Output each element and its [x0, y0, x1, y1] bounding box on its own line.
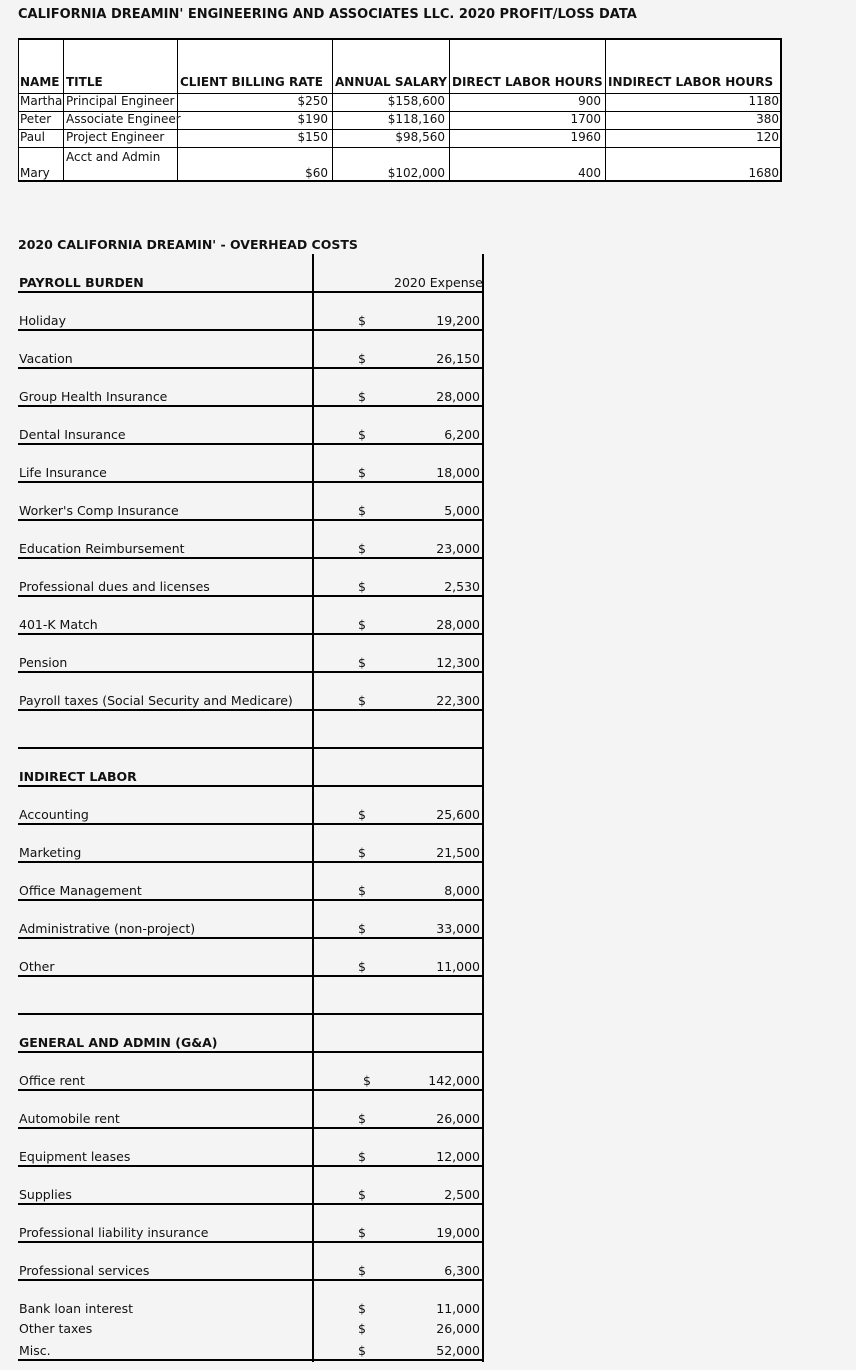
line-item-label: Other taxes [19, 1321, 93, 1336]
line-item-label: Equipment leases [19, 1149, 131, 1164]
row-divider [18, 291, 484, 293]
line-item-amount: 12,300 [436, 655, 480, 670]
currency-symbol: $ [358, 1149, 366, 1164]
line-item-label: Worker's Comp Insurance [19, 503, 179, 518]
column-divider [482, 254, 484, 1362]
row-divider [18, 1089, 484, 1091]
page-title: CALIFORNIA DREAMIN' ENGINEERING AND ASSOCIATES LLC. 2020 PROFIT/LOSS DATA [18, 7, 637, 22]
currency-symbol: $ [358, 427, 366, 442]
line-item-amount: 22,300 [436, 693, 480, 708]
row-divider [18, 443, 484, 445]
row-divider [18, 557, 484, 559]
row-divider [18, 1203, 484, 1205]
overhead-table [18, 254, 484, 1362]
currency-symbol: $ [358, 579, 366, 594]
line-item-amount: 11,000 [436, 959, 480, 974]
currency-symbol: $ [358, 1111, 366, 1126]
row-divider [18, 1165, 484, 1167]
currency-symbol: $ [358, 1301, 366, 1316]
cell-title: Principal Engineer [66, 94, 175, 108]
currency-symbol: $ [358, 921, 366, 936]
line-item-label: Other [19, 959, 55, 974]
line-item-amount: 142,000 [428, 1073, 480, 1088]
line-item-label: Bank loan interest [19, 1301, 134, 1316]
header-billing-rate: CLIENT BILLING RATE [180, 75, 323, 89]
currency-symbol: $ [358, 465, 366, 480]
row-divider [18, 329, 484, 331]
row-divider [18, 633, 484, 635]
currency-symbol: $ [358, 541, 366, 556]
cell-name: Peter [20, 112, 52, 126]
column-divider [332, 40, 333, 180]
row-divider [18, 1279, 484, 1281]
currency-symbol: $ [358, 1225, 366, 1240]
currency-symbol: $ [358, 1321, 366, 1336]
cell-salary: $102,000 [387, 166, 445, 180]
line-item-label: Life Insurance [19, 465, 107, 480]
row-divider [18, 747, 484, 749]
currency-symbol: $ [358, 313, 366, 328]
line-item-amount: 2,530 [444, 579, 480, 594]
line-item-amount: 8,000 [444, 883, 480, 898]
currency-symbol: $ [358, 655, 366, 670]
cell-direct: 400 [578, 166, 601, 180]
cell-title: Acct and Admin [66, 150, 161, 164]
row-divider [18, 1241, 484, 1243]
row-divider [18, 861, 484, 863]
cell-rate: $60 [305, 166, 328, 180]
line-item-label: Professional liability insurance [19, 1225, 209, 1240]
currency-symbol: $ [358, 351, 366, 366]
line-item-amount: 21,500 [436, 845, 480, 860]
line-item-amount: 19,200 [436, 313, 480, 328]
line-item-label: Professional dues and licenses [19, 579, 210, 594]
row-divider [18, 1127, 484, 1129]
cell-direct: 1960 [570, 130, 601, 144]
line-item-label: Vacation [19, 351, 73, 366]
line-item-label: Accounting [19, 807, 89, 822]
row-divider [18, 405, 484, 407]
employee-table [18, 38, 782, 182]
cell-indirect: 1180 [748, 94, 779, 108]
row-divider [18, 823, 484, 825]
cell-title: Associate Engineer [66, 112, 181, 126]
currency-symbol: $ [358, 807, 366, 822]
line-item-amount: 26,150 [436, 351, 480, 366]
header-annual-salary: ANNUAL SALARY [335, 75, 447, 89]
section-heading-gna: GENERAL AND ADMIN (G&A) [19, 1035, 218, 1050]
cell-salary: $98,560 [395, 130, 445, 144]
line-item-label: Automobile rent [19, 1111, 120, 1126]
cell-name: Mary [20, 166, 50, 180]
cell-direct: 900 [578, 94, 601, 108]
line-item-amount: 6,200 [444, 427, 480, 442]
cell-salary: $118,160 [387, 112, 445, 126]
row-divider [18, 1051, 484, 1053]
currency-symbol: $ [358, 693, 366, 708]
line-item-label: Dental Insurance [19, 427, 126, 442]
column-divider [177, 40, 178, 180]
row-divider [18, 1013, 484, 1015]
line-item-label: Marketing [19, 845, 82, 860]
currency-symbol: $ [363, 1073, 371, 1088]
header-indirect-hours: INDIRECT LABOR HOURS [608, 75, 774, 89]
header-direct-hours: DIRECT LABOR HOURS [452, 75, 603, 89]
section-heading-payroll-burden: PAYROLL BURDEN [19, 275, 144, 290]
line-item-label: Office rent [19, 1073, 85, 1088]
currency-symbol: $ [358, 389, 366, 404]
row-divider [18, 595, 484, 597]
row-divider [19, 147, 780, 148]
line-item-label: Holiday [19, 313, 66, 328]
line-item-amount: 19,000 [436, 1225, 480, 1240]
line-item-amount: 12,000 [436, 1149, 480, 1164]
line-item-amount: 6,300 [444, 1263, 480, 1278]
line-item-amount: 26,000 [436, 1111, 480, 1126]
row-divider [18, 785, 484, 787]
cell-title: Project Engineer [66, 130, 165, 144]
currency-symbol: $ [358, 883, 366, 898]
cell-name: Martha [20, 94, 63, 108]
cell-rate: $150 [297, 130, 328, 144]
column-divider [449, 40, 450, 180]
line-item-label: Group Health Insurance [19, 389, 168, 404]
row-divider [18, 899, 484, 901]
line-item-label: Administrative (non-project) [19, 921, 196, 936]
column-divider [312, 254, 314, 1362]
currency-symbol: $ [358, 959, 366, 974]
cell-direct: 1700 [570, 112, 601, 126]
row-divider [18, 709, 484, 711]
cell-indirect: 1680 [748, 166, 779, 180]
line-item-label: Pension [19, 655, 68, 670]
line-item-amount: 28,000 [436, 389, 480, 404]
line-item-amount: 11,000 [436, 1301, 480, 1316]
column-divider [63, 40, 64, 180]
line-item-amount: 25,600 [436, 807, 480, 822]
overhead-title: 2020 CALIFORNIA DREAMIN' - OVERHEAD COSTS [18, 237, 358, 252]
row-divider [18, 671, 484, 673]
row-divider [18, 937, 484, 939]
cell-indirect: 120 [756, 130, 779, 144]
line-item-amount: 28,000 [436, 617, 480, 632]
cell-indirect: 380 [756, 112, 779, 126]
line-item-label: Education Reimbursement [19, 541, 185, 556]
currency-symbol: $ [358, 1263, 366, 1278]
line-item-label: Misc. [19, 1343, 51, 1358]
line-item-amount: 26,000 [436, 1321, 480, 1336]
header-name: NAME [20, 75, 60, 89]
currency-symbol: $ [358, 617, 366, 632]
line-item-label: 401-K Match [19, 617, 98, 632]
line-item-amount: 23,000 [436, 541, 480, 556]
row-divider [18, 481, 484, 483]
currency-symbol: $ [358, 845, 366, 860]
expense-column-header: 2020 Expense [394, 275, 483, 290]
column-divider [605, 40, 606, 180]
line-item-amount: 52,000 [436, 1343, 480, 1358]
line-item-label: Payroll taxes (Social Security and Medicare) [19, 693, 293, 708]
cell-rate: $250 [297, 94, 328, 108]
line-item-amount: 18,000 [436, 465, 480, 480]
line-item-label: Supplies [19, 1187, 72, 1202]
line-item-amount: 2,500 [444, 1187, 480, 1202]
currency-symbol: $ [358, 1187, 366, 1202]
cell-rate: $190 [297, 112, 328, 126]
currency-symbol: $ [358, 503, 366, 518]
line-item-amount: 33,000 [436, 921, 480, 936]
line-item-label: Office Management [19, 883, 142, 898]
currency-symbol: $ [358, 1343, 366, 1358]
line-item-amount: 5,000 [444, 503, 480, 518]
row-divider [18, 367, 484, 369]
cell-name: Paul [20, 130, 45, 144]
section-heading-indirect-labor: INDIRECT LABOR [19, 769, 137, 784]
cell-salary: $158,600 [387, 94, 445, 108]
header-title: TITLE [66, 75, 103, 89]
line-item-label: Professional services [19, 1263, 150, 1278]
row-divider [18, 1359, 484, 1361]
row-divider [18, 975, 484, 977]
row-divider [18, 519, 484, 521]
